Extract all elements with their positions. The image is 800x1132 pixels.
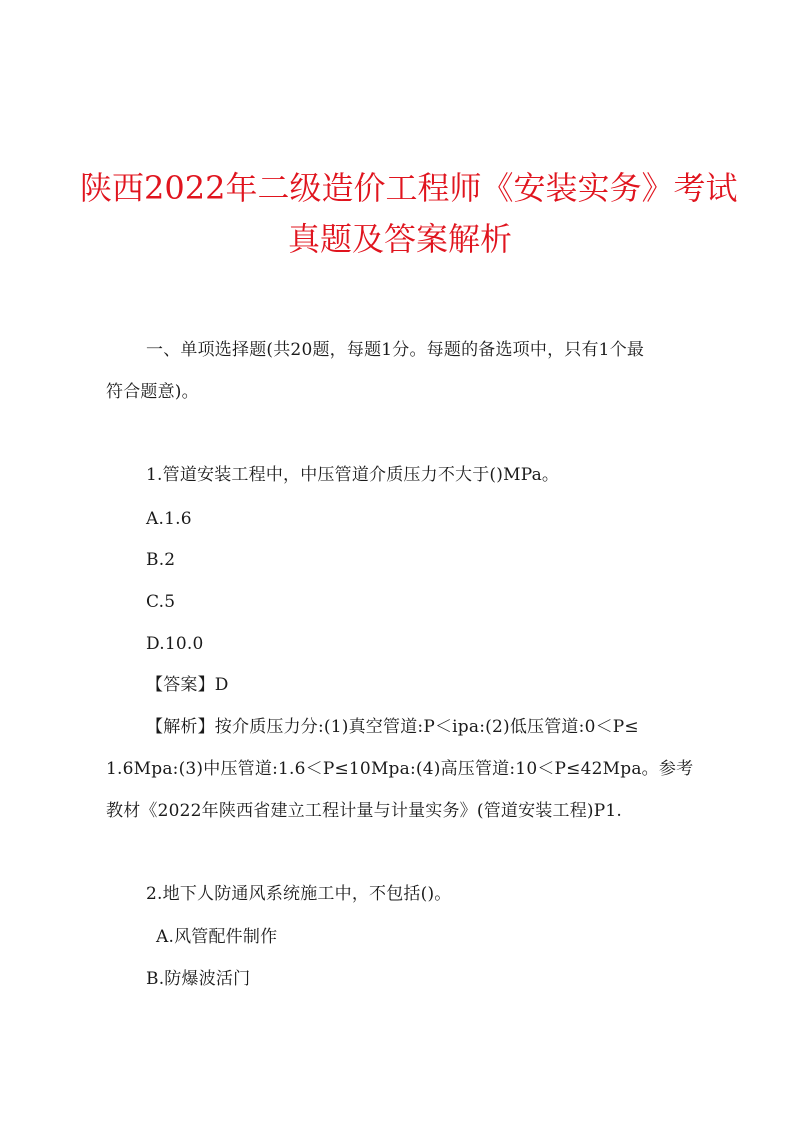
question-1-analysis-line-2: 1.6Mpa:(3)中压管道:1.6＜P≤10Mpa:(4)高压管道:10＜P≤42Mpa。参考 [106,759,694,779]
section-intro-line-1: 一、单项选择题(共20题，每题1分。每题的备选项中，只有1个最 [146,340,645,360]
question-1-option-c: C.5 [146,592,176,612]
question-1-stem: 1.管道安装工程中，中压管道介质压力不大于()MPa。 [146,465,560,485]
document-title-line-2: 真题及答案解析 [287,220,512,258]
question-1-analysis-line-3: 教材《2022年陕西省建立工程计量与计量实务》(管道安装工程)P1. [106,801,622,821]
question-1-option-b: B.2 [146,550,176,570]
section-intro-line-2: 符合题意)。 [106,382,199,402]
question-1-answer: 【答案】D [146,675,229,695]
question-2-option-b: B.防爆波活门 [146,969,251,989]
question-1-option-d: D.10.0 [146,634,204,654]
question-2-stem: 2.地下人防通风系统施工中，不包括()。 [146,884,452,904]
question-1-analysis-line-1: 【解析】按介质压力分:(1)真空管道:P＜ipa:(2)低压管道:0＜P≤ [146,717,639,737]
question-1-option-a: A.1.6 [146,509,192,529]
question-2-option-a: A.风管配件制作 [156,927,278,947]
document-title-line-1: 陕西2022年二级造价工程师《安装实务》考试 [80,169,738,207]
